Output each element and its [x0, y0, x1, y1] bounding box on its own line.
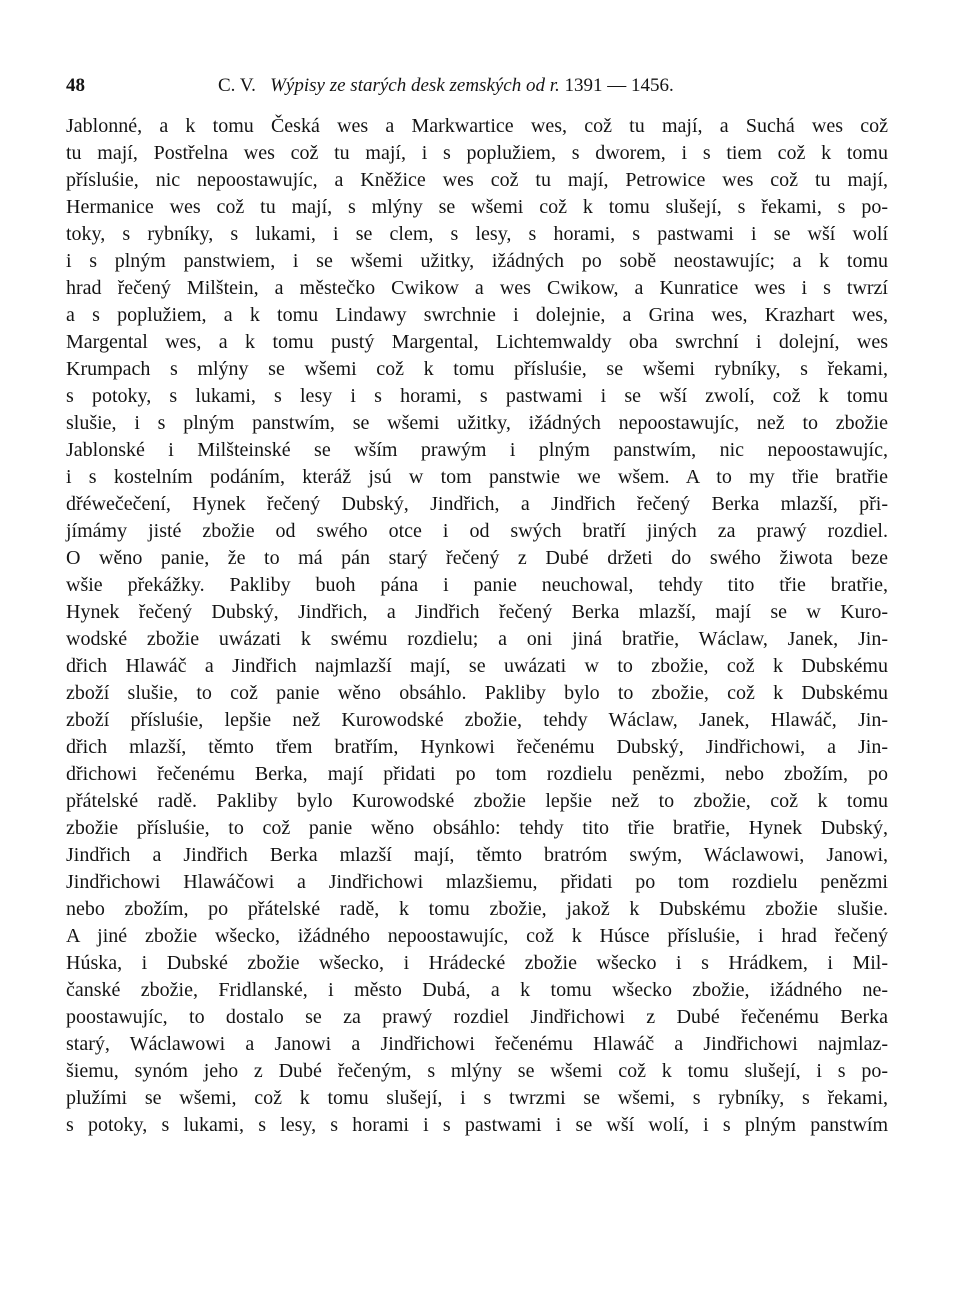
- page-header: [66, 73, 896, 99]
- text-line: wodské zbožie uwázati k swému rozdielu; a oni jiná bratřie, Wáclaw, Janek, Jin-: [66, 628, 888, 650]
- running-title-years: 1391 — 1456.: [564, 75, 674, 96]
- text-line: Húska, i Dubské zbožie wšecko, i Hrádecké zbožie wšecko i s Hrádkem, i Mil-: [66, 952, 888, 974]
- running-title-italic: Wýpisy ze starých desk zemských od r.: [270, 75, 560, 96]
- text-line: dřich Hlawáč a Jindřich najmlazší mají, se uwázati w to zbožie, což k Dubskému: [66, 655, 888, 677]
- chapter-prefix: C. V.: [218, 75, 256, 96]
- text-line: jímámy jisté zbožie od swého otce i od swých bratří jiných za prawý rozdiel.: [66, 520, 888, 542]
- text-line: s potoky, s lukami, s lesy i s horami, s pastwami i se wší zwolí, což k tomu: [66, 385, 888, 407]
- text-line: Krumpach s mlýny se wšemi což k tomu přísluśie, se wšemi rybníky, s řekami,: [66, 358, 888, 380]
- text-line: dřich mlazší, těmto třem bratřím, Hynkowi řečenému Dubský, Jindřichowi, a Jin-: [66, 736, 888, 758]
- text-line: hrad řečený Milštein, a městečko Cwikow a wes Cwikow, a Kunratice wes i s twrzí: [66, 277, 888, 299]
- text-line: Jindřich a Jindřich Berka mlazší mají, těmto bratróm swým, Wáclawowi, Janowi,: [66, 844, 888, 866]
- text-line: toky, s rybníky, s lukami, i se clem, s lesy, s horami, s pastwami i se wší wolí: [66, 223, 888, 245]
- text-line: nebo zbožím, po přátelské radě, k tomu zbožie, jakož k Dubskému zbožie slušie.: [66, 898, 888, 920]
- text-line: Jindřichowi Hlawáčowi a Jindřichowi mlazšiemu, přidati po tom rozdielu penězmi: [66, 871, 888, 893]
- text-line: přísluśie, nic nepoostawujíc, a Kněžice wes což tu mají, Petrowice wes což tu mají,: [66, 169, 888, 191]
- text-line: šiemu, synóm jeho z Dubé řečeným, s mlýny se wšemi což k tomu slušejí, i s po-: [66, 1060, 888, 1082]
- text-line: starý, Wáclawowi a Janowi a Jindřichowi řečenému Hlawáč a Jindřichowi najmlaz-: [66, 1033, 888, 1055]
- text-line: i s kostelním podáním, kteráž jsú w tom panstwie we wšem. A to my třie bratřie: [66, 466, 888, 488]
- text-line: Jablonské i Milšteinské se wším prawým i plným panstwím, nic nepoostawujíc,: [66, 439, 888, 461]
- page-number: 48: [66, 75, 85, 96]
- text-line: Hynek řečený Dubský, Jindřich, a Jindřich řečený Berka mlazší, mají se w Kuro-: [66, 601, 888, 623]
- text-line: slušie, i s plným panstwím, se wšemi užitky, ižádných nepoostawujíc, než to zbožie: [66, 412, 888, 434]
- text-line: s potoky, s lukami, s lesy, s horami i s pastwami i se wší wolí, i s plným panstwím: [66, 1114, 888, 1136]
- text-line: poostawujíc, to dostalo se za prawý rozdiel Jindřichowi z Dubé řečenému Berka: [66, 1006, 888, 1028]
- text-line: zboží slušie, to což panie wěno obsáhlo. Pakliby bylo to zbožie, což k Dubskému: [66, 682, 888, 704]
- text-line: A jiné zbožie wšecko, ižádného nepoostawujíc, což k Húsce přísluśie, i hrad řečený: [66, 925, 888, 947]
- text-line: Jablonné, a k tomu Česká wes a Markwartice wes, což tu mají, a Suchá wes což: [66, 115, 888, 137]
- text-line: a s poplužiem, a k tomu Lindawy swrchnie i dolejnie, a Grina wes, Krazhart wes,: [66, 304, 888, 326]
- text-line: tu mají, Postřelna wes což tu mají, i s poplužiem, s dworem, i s tiem což k tomu: [66, 142, 888, 164]
- text-line: dřichowi řečenému Berka, mají přidati po tom rozdielu penězmi, nebo zbožím, po: [66, 763, 888, 785]
- text-line: přátelské radě. Pakliby bylo Kurowodské zbožie lepšie než to zbožie, což k tomu: [66, 790, 888, 812]
- text-line: plužími se wšemi, což k tomu slušejí, i s twrzmi se wšemi, s rybníky, s řekami,: [66, 1087, 888, 1109]
- running-title: [218, 73, 674, 99]
- text-line: wšie překážky. Pakliby buoh pána i panie neuchowal, tehdy tito třie bratřie,: [66, 574, 888, 596]
- text-line: čanské zbožie, Fridlanské, i město Dubá, a k tomu wšecko zbožie, ižádného ne-: [66, 979, 888, 1001]
- text-line: zbožie přísluśie, to což panie wěno obsáhlo: tehdy tito třie bratřie, Hynek Dubský,: [66, 817, 888, 839]
- text-line: Hermanice wes což tu mají, s mlýny se wšemi což k tomu slušejí, s řekami, s po-: [66, 196, 888, 218]
- text-line: i s plným panstwiem, i se wšemi užitky, ižádných po sobě neostawujíc; a k tomu: [66, 250, 888, 272]
- text-line: Margental wes, a k tomu pustý Margental, Lichtemwaldy oba swrchní i dolejní, wes: [66, 331, 888, 353]
- text-line: O wěno panie, že to má pán starý řečený z Dubé držeti do swého žiwota beze: [66, 547, 888, 569]
- text-line: dřéwečečení, Hynek řečený Dubský, Jindřich, a Jindřich řečený Berka mlazší, při-: [66, 493, 888, 515]
- text-line: zboží přísluśie, lepšie než Kurowodské zbožie, tehdy Wáclaw, Janek, Hlawáč, Jin-: [66, 709, 888, 731]
